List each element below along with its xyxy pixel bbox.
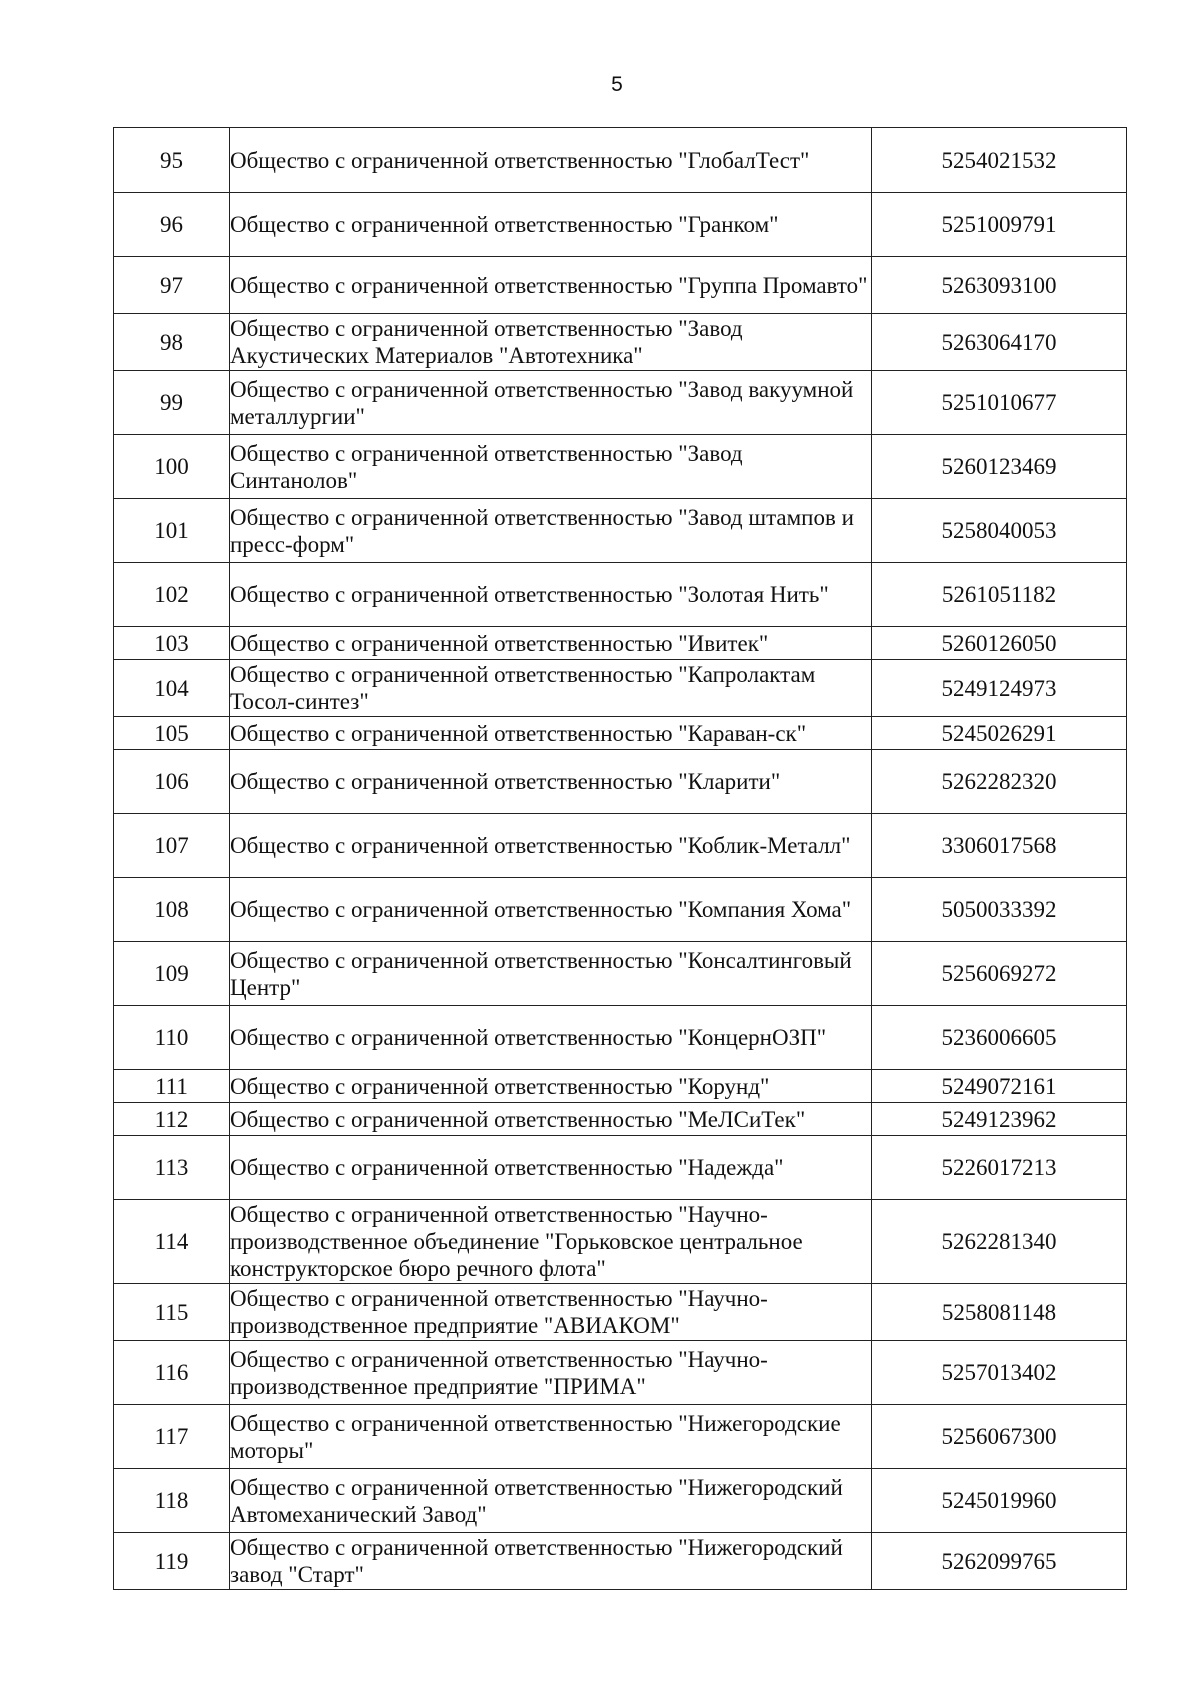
inn-code: 5262282320 (872, 750, 1127, 814)
inn-code: 5245026291 (872, 717, 1127, 750)
row-number: 116 (114, 1341, 230, 1405)
table-row (114, 1136, 1127, 1200)
organization-name: Общество с ограниченной ответственностью "ГлобалТест" (230, 128, 872, 193)
row-number: 97 (114, 257, 230, 314)
inn-code: 5262099765 (872, 1533, 1127, 1590)
table-row (114, 435, 1127, 499)
table-row (114, 1469, 1127, 1533)
row-number: 103 (114, 627, 230, 660)
row-number: 109 (114, 942, 230, 1006)
table-row (114, 878, 1127, 942)
table-row (114, 660, 1127, 717)
inn-code: 5260126050 (872, 627, 1127, 660)
table-row (114, 1070, 1127, 1103)
organization-name: Общество с ограниченной ответственностью "Консалтинговый Центр" (230, 942, 872, 1006)
table-row (114, 193, 1127, 257)
organization-name: Общество с ограниченной ответственностью "Кларити" (230, 750, 872, 814)
organization-name: Общество с ограниченной ответственностью "Ивитек" (230, 627, 872, 660)
row-number: 112 (114, 1103, 230, 1136)
table-row (114, 627, 1127, 660)
row-number: 100 (114, 435, 230, 499)
table-row (114, 750, 1127, 814)
organization-name: Общество с ограниченной ответственностью "Завод вакуумной металлургии" (230, 371, 872, 435)
organization-name: Общество с ограниченной ответственностью "КонцернОЗП" (230, 1006, 872, 1070)
inn-code: 5261051182 (872, 563, 1127, 627)
table-row (114, 1533, 1127, 1590)
organization-name: Общество с ограниченной ответственностью "Надежда" (230, 1136, 872, 1200)
table-row (114, 1405, 1127, 1469)
table-row (114, 1006, 1127, 1070)
inn-code: 5226017213 (872, 1136, 1127, 1200)
inn-code: 5257013402 (872, 1341, 1127, 1405)
inn-code: 5236006605 (872, 1006, 1127, 1070)
organization-name: Общество с ограниченной ответственностью "МеЛСиТек" (230, 1103, 872, 1136)
inn-code: 5263064170 (872, 314, 1127, 371)
table-row (114, 1341, 1127, 1405)
inn-code: 5249123962 (872, 1103, 1127, 1136)
organization-name: Общество с ограниченной ответственностью "Завод штампов и пресс-форм" (230, 499, 872, 563)
organization-name: Общество с ограниченной ответственностью "Завод Синтанолов" (230, 435, 872, 499)
table-row (114, 499, 1127, 563)
organization-name: Общество с ограниченной ответственностью "Группа Промавто" (230, 257, 872, 314)
inn-code: 5249072161 (872, 1070, 1127, 1103)
table-row (114, 1103, 1127, 1136)
table-row (114, 128, 1127, 193)
table-row (114, 371, 1127, 435)
table-row (114, 563, 1127, 627)
inn-code: 5254021532 (872, 128, 1127, 193)
row-number: 102 (114, 563, 230, 627)
organization-name: Общество с ограниченной ответственностью "Нижегородский завод "Старт" (230, 1533, 872, 1590)
table-row (114, 814, 1127, 878)
row-number: 119 (114, 1533, 230, 1590)
row-number: 113 (114, 1136, 230, 1200)
inn-code: 5263093100 (872, 257, 1127, 314)
inn-code: 5256067300 (872, 1405, 1127, 1469)
row-number: 107 (114, 814, 230, 878)
inn-code: 5260123469 (872, 435, 1127, 499)
organization-name: Общество с ограниченной ответственностью "Золотая Нить" (230, 563, 872, 627)
organization-name: Общество с ограниченной ответственностью "Научно-производственное объединение "Горьковское центральное конструкторское бюро речного флота" (230, 1200, 872, 1284)
organization-table-body (114, 128, 1127, 1590)
inn-code: 5262281340 (872, 1200, 1127, 1284)
organization-table (113, 127, 1127, 1590)
inn-code: 5256069272 (872, 942, 1127, 1006)
organization-name: Общество с ограниченной ответственностью "Гранком" (230, 193, 872, 257)
row-number: 98 (114, 314, 230, 371)
table-row (114, 942, 1127, 1006)
organization-name: Общество с ограниченной ответственностью "Научно-производственное предприятие "АВИАКОМ" (230, 1284, 872, 1341)
row-number: 108 (114, 878, 230, 942)
organization-name: Общество с ограниченной ответственностью "Караван-ск" (230, 717, 872, 750)
row-number: 118 (114, 1469, 230, 1533)
organization-name: Общество с ограниченной ответственностью "Нижегородский Автомеханический Завод" (230, 1469, 872, 1533)
inn-code: 5251009791 (872, 193, 1127, 257)
row-number: 114 (114, 1200, 230, 1284)
inn-code: 5050033392 (872, 878, 1127, 942)
row-number: 110 (114, 1006, 230, 1070)
table-row (114, 717, 1127, 750)
row-number: 96 (114, 193, 230, 257)
inn-code: 5258040053 (872, 499, 1127, 563)
organization-name: Общество с ограниченной ответственностью "Компания Хома" (230, 878, 872, 942)
inn-code: 5249124973 (872, 660, 1127, 717)
row-number: 115 (114, 1284, 230, 1341)
organization-name: Общество с ограниченной ответственностью "Завод Акустических Материалов "Автотехника" (230, 314, 872, 371)
inn-code: 5258081148 (872, 1284, 1127, 1341)
row-number: 106 (114, 750, 230, 814)
row-number: 101 (114, 499, 230, 563)
organization-name: Общество с ограниченной ответственностью "Нижегородские моторы" (230, 1405, 872, 1469)
table-row (114, 1200, 1127, 1284)
organization-name: Общество с ограниченной ответственностью "Корунд" (230, 1070, 872, 1103)
organization-name: Общество с ограниченной ответственностью "Капролактам Тосол-синтез" (230, 660, 872, 717)
table-row (114, 1284, 1127, 1341)
row-number: 95 (114, 128, 230, 193)
table-row (114, 314, 1127, 371)
row-number: 117 (114, 1405, 230, 1469)
page-number: 5 (611, 73, 623, 96)
row-number: 105 (114, 717, 230, 750)
inn-code: 5251010677 (872, 371, 1127, 435)
row-number: 99 (114, 371, 230, 435)
inn-code: 3306017568 (872, 814, 1127, 878)
row-number: 111 (114, 1070, 230, 1103)
table-row (114, 257, 1127, 314)
row-number: 104 (114, 660, 230, 717)
organization-name: Общество с ограниченной ответственностью "Научно-производственное предприятие "ПРИМА" (230, 1341, 872, 1405)
organization-name: Общество с ограниченной ответственностью "Коблик-Металл" (230, 814, 872, 878)
inn-code: 5245019960 (872, 1469, 1127, 1533)
